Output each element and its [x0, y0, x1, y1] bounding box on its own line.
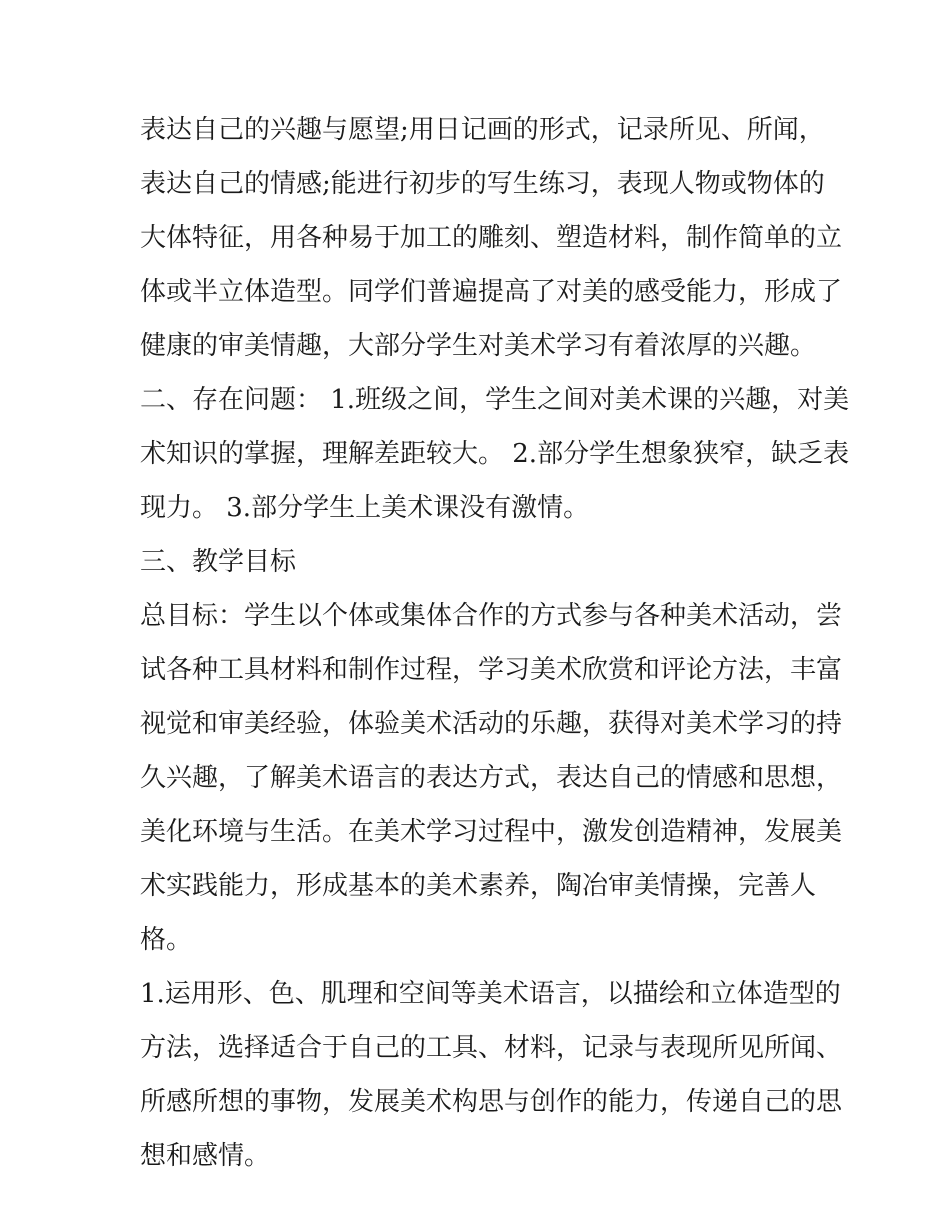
paragraph-intro [140, 103, 843, 373]
text-line: 表达自己的情感;能进行初步的写生练习，表现人物或物体的 [140, 169, 825, 199]
paragraph-overall-goal [140, 589, 843, 967]
text-line: 健康的审美情趣，大部分学生对美术学习有着浓厚的兴趣。 [140, 331, 817, 361]
document-body [140, 103, 850, 1183]
paragraph-goal-1 [140, 967, 843, 1183]
text-line: 表达自己的兴趣与愿望;用日记画的形式，记录所见、所闻， [140, 115, 825, 145]
text-line: 久兴趣，了解美术语言的表达方式，表达自己的情感和思想， [140, 763, 843, 793]
text-line: 美化环境与生活。在美术学习过程中，激发创造精神，发展美 [140, 817, 843, 847]
section-heading-goals [140, 535, 820, 589]
paragraph-problems [140, 373, 850, 535]
text-line: 格。 [140, 925, 193, 955]
text-line: 所感所想的事物，发展美术构思与创作的能力，传递自己的思 [140, 1087, 843, 1117]
text-line: 方法，选择适合于自己的工具、材料，记录与表现所见所闻、 [140, 1033, 843, 1063]
text-line: 术实践能力，形成基本的美术素养，陶冶审美情操，完善人 [140, 871, 817, 901]
text-line: 体或半立体造型。同学们普遍提高了对美的感受能力，形成了 [140, 277, 843, 307]
text-line: 视觉和审美经验，体验美术活动的乐趣，获得对美术学习的持 [140, 709, 843, 739]
text-line: 术知识的掌握，理解差距较大。 2.部分学生想象狭窄，缺乏表 [140, 439, 850, 469]
text-line: 二、存在问题： 1.班级之间，学生之间对美术课的兴趣，对美 [140, 385, 850, 415]
text-line: 总目标：学生以个体或集体合作的方式参与各种美术活动，尝 [140, 601, 843, 631]
text-line: 试各种工具材料和制作过程，学习美术欣赏和评论方法，丰富 [140, 655, 843, 685]
text-line: 1.运用形、色、肌理和空间等美术语言，以描绘和立体造型的 [140, 979, 841, 1009]
text-line: 大体特征，用各种易于加工的雕刻、塑造材料，制作简单的立 [140, 223, 843, 253]
text-line: 现力。 3.部分学生上美术课没有激情。 [140, 493, 590, 523]
text-line: 想和感情。 [140, 1141, 271, 1171]
heading-line: 三、教学目标 [140, 547, 297, 577]
